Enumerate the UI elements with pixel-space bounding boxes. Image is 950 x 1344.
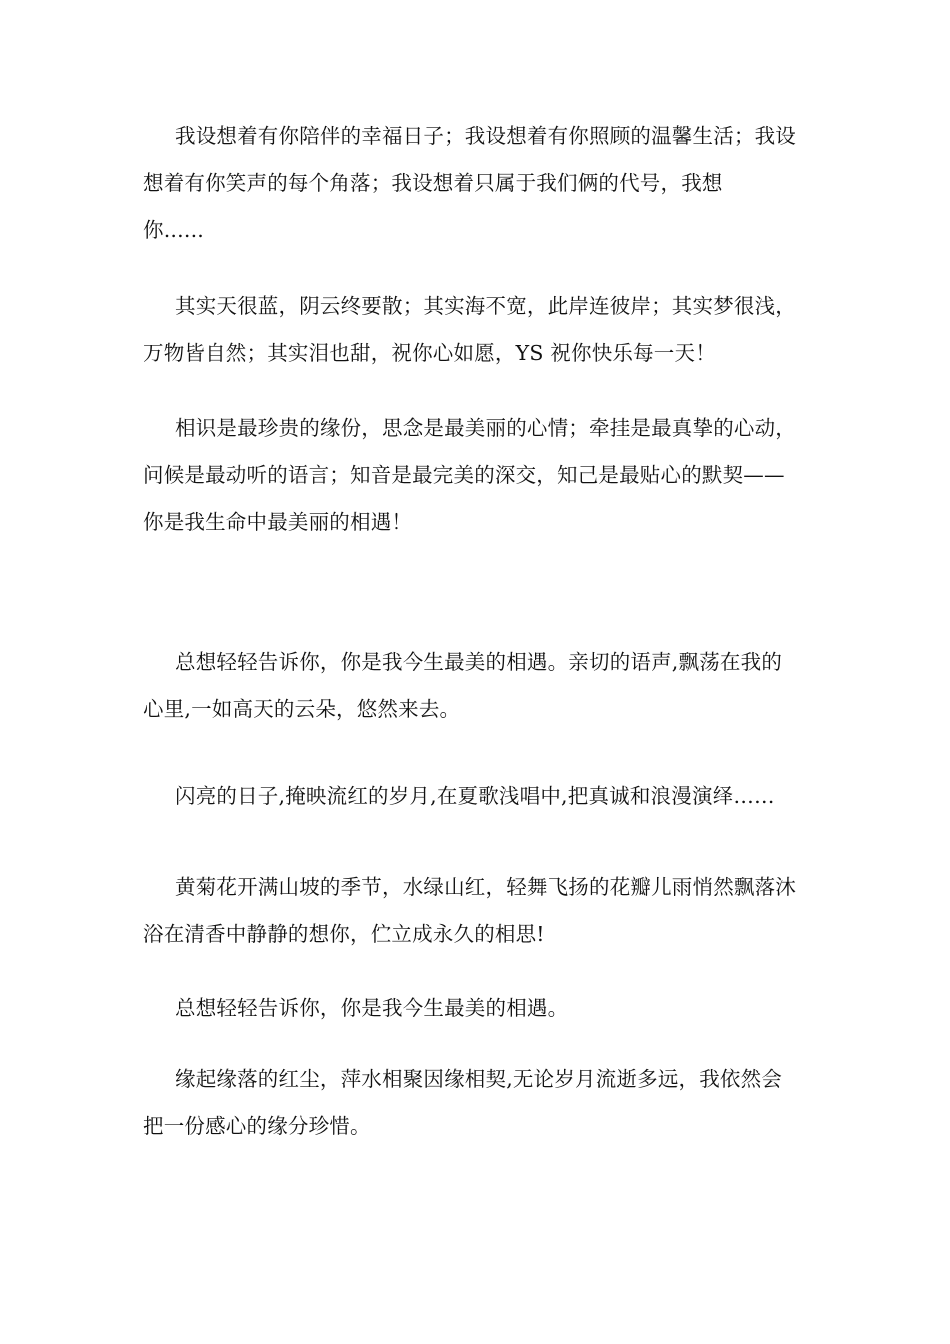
- paragraph-line: 你......: [143, 218, 204, 242]
- paragraph-5: [143, 773, 813, 820]
- paragraph-line: 我设想着有你陪伴的幸福日子；我设想着有你照顾的温馨生活；我设: [175, 124, 796, 148]
- paragraph-line: 心里,一如高天的云朵，悠然来去。: [143, 697, 461, 721]
- paragraph-line: 总想轻轻告诉你，你是我今生最美的相遇。: [175, 996, 569, 1020]
- paragraph-line: 你是我生命中最美丽的相遇！: [143, 510, 413, 534]
- paragraph-line: 万物皆自然；其实泪也甜，祝你心如愿，YS 祝你快乐每一天！: [143, 341, 716, 365]
- paragraph-line: 黄菊花开满山坡的季节，水绿山红，轻舞飞扬的花瓣儿雨悄然飘落沐: [175, 875, 796, 899]
- paragraph-line: 其实天很蓝，阴云终要散；其实海不宽，此岸连彼岸；其实梦很浅，: [175, 294, 796, 318]
- paragraph-line: 缘起缘落的红尘，萍水相聚因缘相契,无论岁月流逝多远，我依然会: [175, 1067, 783, 1091]
- paragraph-1: [143, 113, 813, 254]
- paragraph-7: [143, 985, 813, 1032]
- paragraph-line: 想着有你笑声的每个角落；我设想着只属于我们俩的代号，我想: [143, 171, 723, 195]
- paragraph-4: [143, 639, 813, 733]
- paragraph-2: [143, 283, 813, 377]
- paragraph-3: [143, 405, 813, 546]
- paragraph-line: 浴在清香中静静的想你，伫立成永久的相思!: [143, 922, 545, 946]
- paragraph-line: 总想轻轻告诉你，你是我今生最美的相遇。亲切的语声,飘荡在我的: [175, 650, 783, 674]
- paragraph-8: [143, 1056, 813, 1150]
- paragraph-line: 问候是最动听的语言；知音是最完美的深交，知己是最贴心的默契——: [143, 463, 785, 487]
- paragraph-line: 闪亮的日子,掩映流红的岁月,在夏歌浅唱中,把真诚和浪漫演绎……: [175, 784, 775, 808]
- paragraph-6: [143, 864, 813, 958]
- paragraph-line: 把一份感心的缘分珍惜。: [143, 1114, 371, 1138]
- paragraph-line: 相识是最珍贵的缘份，思念是最美丽的心情；牵挂是最真挚的心动，: [175, 416, 796, 440]
